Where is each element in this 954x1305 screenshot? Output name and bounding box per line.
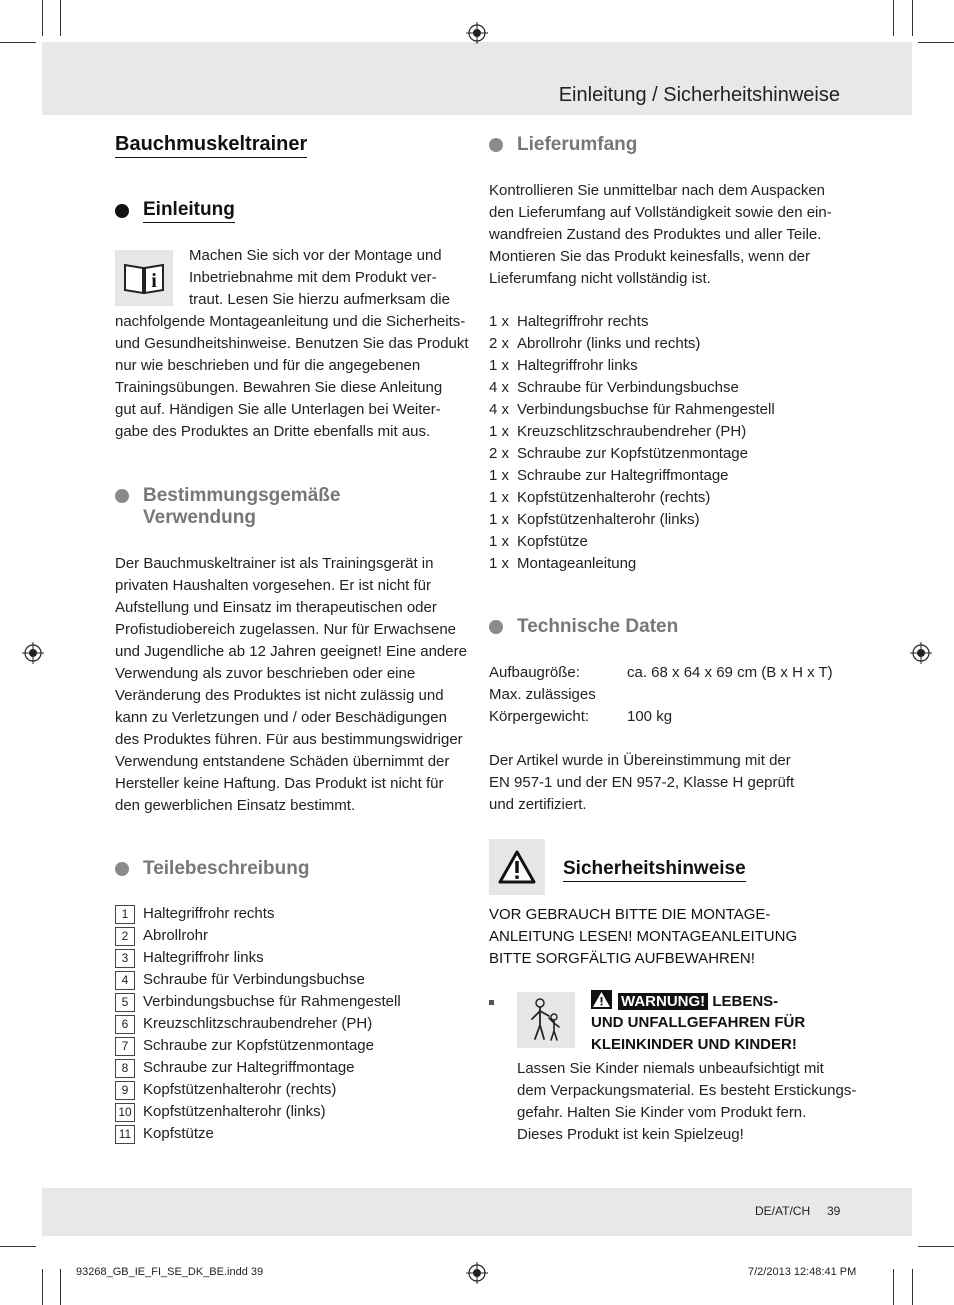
einleitung-line: traut. Lesen Sie hierzu aufmerksam die [189,291,450,308]
part-label: Schraube zur Kopfstützenmontage [143,1037,374,1054]
item-label: Abrollrohr (links und rechts) [517,335,701,352]
section-bullet [115,204,129,218]
spec-label-max: Max. zulässiges [489,686,596,703]
caps-warning-line: ANLEITUNG LESEN! MONTAGEANLEITUNG [489,928,798,945]
verwendung-line: Hersteller keine Haftung. Das Produkt ist nicht für [115,775,444,792]
item-quantity: 1 x [489,357,510,374]
certification-line: EN 957-1 und der EN 957-2, Klasse H geprüft [489,774,795,791]
list-item [115,969,401,991]
item-label: Haltegriffrohr links [517,357,638,374]
verwendung-line: privaten Haushalten vorgesehen. Er ist nicht für [115,577,432,594]
einleitung-line: nachfolgende Montageanleitung und die Sicherheits- [115,313,466,330]
main-title: Bauchmuskeltrainer [115,133,307,158]
item-quantity: 1 x [489,511,510,528]
caps-warning-line: VOR GEBRAUCH BITTE DIE MONTAGE- [489,906,771,923]
item-quantity: 1 x [489,467,510,484]
spec-value-weight: 100 kg [627,708,673,725]
section-bullet [115,862,129,876]
part-number: 4 [115,971,135,990]
list-item [489,311,775,333]
list-item [489,509,775,531]
verwendung-line: Profistudiobereich zugelassen. Nur für Erwachsene [115,621,457,638]
section-heading-teile: Teilebeschreibung [143,858,310,879]
item-label: Kopfstütze [517,533,588,550]
part-label: Haltegriffrohr links [143,949,264,966]
certification-line: Der Artikel wurde in Übereinstimmung mit der [489,752,791,769]
footer-language: DE/AT/CH [755,1204,811,1218]
crop-mark [0,42,36,43]
slug-filename: 93268_GB_IE_FI_SE_DK_BE.indd 39 [76,1266,264,1278]
parts-list [115,903,401,1145]
warning-text-line: KLEINKINDER UND KINDER! [591,1036,797,1053]
part-number: 6 [115,1015,135,1034]
list-item [489,399,775,421]
part-label: Kopfstütze [143,1125,214,1142]
part-label: Verbindungsbuchse für Rahmengestell [143,993,401,1010]
item-quantity: 2 x [489,335,510,352]
item-quantity: 1 x [489,423,510,440]
lieferumfang-line: Montieren Sie das Produkt keinesfalls, wenn der [489,248,811,265]
section-heading-verwendung [143,485,340,529]
einleitung-line: nur wie beschrieben und für die angegebenen [115,357,421,374]
list-item [489,487,775,509]
item-label: Schraube zur Kopfstützenmontage [517,445,748,462]
list-item [489,531,775,553]
registration-mark-icon [22,642,44,664]
child-warning-icon [517,992,575,1048]
list-item [489,553,775,575]
item-quantity: 1 x [489,533,510,550]
part-number: 7 [115,1037,135,1056]
section-heading-sicherheitshinweise: Sicherheitshinweise [563,858,746,882]
warning-triangle-icon [591,990,612,1009]
spec-label-weight: Körpergewicht: [489,708,590,725]
crop-mark [60,0,61,36]
verwendung-line: und Jugendliche ab 12 Jahren geeignet! Eine andere [115,643,467,660]
einleitung-line: und Gesundheitshinweise. Benutzen Sie das Produkt [115,335,469,352]
crop-mark [918,42,954,43]
part-label: Schraube zur Haltegriffmontage [143,1059,355,1076]
warning-text-line: UND UNFALLGEFAHREN FÜR [591,1014,806,1031]
einleitung-line: Trainingsübungen. Bewahren Sie diese Anleitung [115,379,443,396]
list-item [115,903,401,925]
list-item [489,355,775,377]
section-bullet [489,138,503,152]
verwendung-line: Verwendung als zuvor beschrieben oder eine [115,665,416,682]
crop-mark [893,0,894,36]
list-item [115,991,401,1013]
part-label: Kreuzschlitzschraubendreher (PH) [143,1015,373,1032]
part-number: 5 [115,993,135,1012]
heading-line: Bestimmungsgemäße [143,485,341,506]
section-bullet [115,489,129,503]
list-item [115,1035,401,1057]
list-marker [489,1000,494,1005]
part-label: Schraube für Verbindungsbuchse [143,971,365,988]
part-number: 9 [115,1081,135,1100]
part-label: Kopfstützenhalterohr (links) [143,1103,326,1120]
page-header-title: Einleitung / Sicherheitshinweise [558,84,840,106]
item-quantity: 4 x [489,401,510,418]
einleitung-line: gabe des Produktes an Dritte ebenfalls mit aus. [115,423,431,440]
warning-triangle-icon [489,839,545,895]
einleitung-line: Machen Sie sich vor der Montage und [189,247,442,264]
delivery-list [489,311,775,575]
spec-value-size: ca. 68 x 64 x 69 cm (B x H x T) [627,664,833,681]
list-item [489,377,775,399]
section-heading-einleitung: Einleitung [143,199,235,223]
crop-mark [60,1269,61,1305]
lieferumfang-line: wandfreien Zustand des Produktes und aller Teile. [489,226,822,243]
list-item [115,1101,401,1123]
item-quantity: 2 x [489,445,510,462]
part-number: 2 [115,927,135,946]
item-label: Verbindungsbuchse für Rahmengestell [517,401,775,418]
certification-line: und zertifiziert. [489,796,587,813]
crop-mark [893,1269,894,1305]
section-bullet [489,620,503,634]
lieferumfang-line: Kontrollieren Sie unmittelbar nach dem Auspacken [489,182,826,199]
lieferumfang-line: Lieferumfang nicht vollständig ist. [489,270,711,287]
part-number: 8 [115,1059,135,1078]
safety-line: Dieses Produkt ist kein Spielzeug! [517,1126,744,1143]
list-item [489,443,775,465]
registration-mark-icon [466,1262,488,1284]
section-heading-lieferumfang: Lieferumfang [517,134,638,155]
info-book-icon [115,250,173,306]
item-label: Montageanleitung [517,555,637,572]
crop-mark [912,1269,913,1305]
verwendung-line: des Produktes führen. Für aus bestimmungswidriger [115,731,463,748]
registration-mark-icon [466,22,488,44]
part-label: Kopfstützenhalterohr (rechts) [143,1081,337,1098]
list-item [489,465,775,487]
verwendung-line: kann zu Verletzungen und / oder Beschädigungen [115,709,447,726]
item-label: Haltegriffrohr rechts [517,313,649,330]
section-heading-technische-daten: Technische Daten [517,616,679,637]
item-label: Kopfstützenhalterohr (rechts) [517,489,711,506]
item-quantity: 1 x [489,489,510,506]
heading-line: Verwendung [143,507,256,528]
lieferumfang-line: den Lieferumfang auf Vollständigkeit sowie den ein- [489,204,832,221]
item-label: Kreuzschlitzschraubendreher (PH) [517,423,747,440]
warning-label: WARNUNG! [618,993,708,1010]
verwendung-line: Verwendung entstandene Schäden übernimmt der [115,753,450,770]
spec-label-size: Aufbaugröße: [489,664,580,681]
item-quantity: 1 x [489,555,510,572]
safety-line: Lassen Sie Kinder niemals unbeaufsichtigt mit [517,1060,824,1077]
item-label: Kopfstützenhalterohr (links) [517,511,700,528]
part-label: Haltegriffrohr rechts [143,905,275,922]
list-item [115,1123,401,1145]
safety-line: dem Verpackungsmaterial. Es besteht Erstickungs- [517,1082,857,1099]
einleitung-line: gut auf. Händigen Sie alle Unterlagen bei Weiter- [115,401,441,418]
list-item [115,925,401,947]
list-item [489,421,775,443]
crop-mark [42,1269,43,1305]
warning-headline [591,990,778,1013]
list-item [115,1079,401,1101]
verwendung-line: den gewerblichen Einsatz bestimmt. [115,797,356,814]
caps-warning-line: BITTE SORGFÄLTIG AUFBEWAHREN! [489,950,755,967]
svg-text:i: i [151,270,157,292]
part-number: 1 [115,905,135,924]
part-number: 10 [115,1103,135,1122]
warning-text: LEBENS- [712,993,779,1010]
page-number: 39 [827,1204,841,1218]
part-number: 3 [115,949,135,968]
verwendung-line: Der Bauchmuskeltrainer ist als Trainingsgerät in [115,555,434,572]
list-item [115,947,401,969]
item-quantity: 1 x [489,313,510,330]
item-label: Schraube zur Haltegriffmontage [517,467,729,484]
slug-date: 7/2/2013 12:48:41 PM [748,1266,857,1278]
crop-mark [912,0,913,36]
item-quantity: 4 x [489,379,510,396]
verwendung-line: Aufstellung und Einsatz im therapeutischen oder [115,599,437,616]
list-item [115,1013,401,1035]
crop-mark [42,0,43,36]
part-number: 11 [115,1125,135,1144]
einleitung-line: Inbetriebnahme mit dem Produkt ver- [189,269,437,286]
list-item [115,1057,401,1079]
crop-mark [0,1246,36,1247]
crop-mark [918,1246,954,1247]
list-item [489,333,775,355]
registration-mark-icon [910,642,932,664]
safety-line: gefahr. Halten Sie Kinder vom Produkt fern. [517,1104,807,1121]
verwendung-line: Veränderung des Produktes ist nicht zulässig und [115,687,444,704]
part-label: Abrollrohr [143,927,209,944]
item-label: Schraube für Verbindungsbuchse [517,379,739,396]
